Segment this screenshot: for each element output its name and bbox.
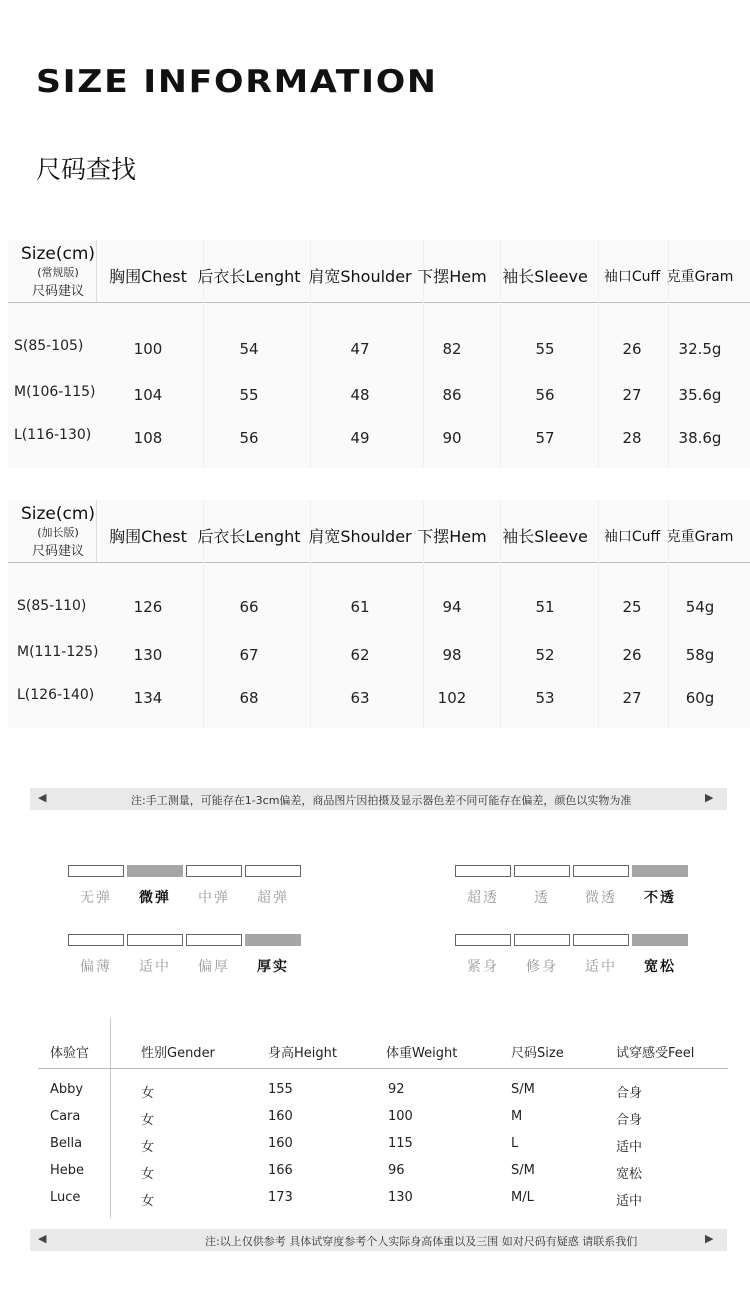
tester-cell: L — [511, 1136, 519, 1151]
size-value: 134 — [133, 689, 163, 707]
size-value: 48 — [350, 386, 370, 404]
scale-label: 透 — [534, 890, 550, 906]
scale-box-1 — [68, 865, 124, 877]
scale-thickness — [68, 934, 308, 984]
size-value: 108 — [133, 429, 163, 447]
size-header-line1: Size(cm) — [20, 504, 96, 524]
size-value: 56 — [535, 386, 555, 404]
size-value: 58g — [685, 646, 715, 664]
column-header: 克重Gram — [666, 529, 734, 545]
size-table-regular — [8, 240, 750, 468]
size-header-label — [18, 504, 98, 559]
tester-cell: Hebe — [50, 1163, 85, 1178]
scale-box-3 — [186, 934, 242, 946]
size-row-label: M(106-115) — [14, 384, 96, 400]
tester-cell: 155 — [268, 1082, 293, 1097]
size-header-line1: Size(cm) — [20, 244, 96, 264]
scale-label: 偏厚 — [198, 959, 230, 975]
scale-box-4 — [632, 934, 688, 946]
size-value: 25 — [622, 598, 642, 616]
tester-cell: 160 — [268, 1109, 293, 1124]
tester-cell: 合身 — [616, 1113, 643, 1128]
size-value: 102 — [437, 689, 467, 707]
tester-header-underline — [38, 1068, 728, 1069]
size-value: 51 — [535, 598, 555, 616]
tester-cell: 173 — [268, 1190, 293, 1205]
tester-column-header: 性别Gender — [141, 1046, 215, 1061]
tester-cell: M/L — [511, 1190, 534, 1205]
size-header-line3: 尺码建议 — [31, 544, 84, 559]
size-value: 82 — [442, 340, 462, 358]
tester-cell: S/M — [511, 1163, 535, 1178]
tester-cell: 女 — [141, 1086, 155, 1101]
size-value: 61 — [350, 598, 370, 616]
column-header: 肩宽Shoulder — [308, 527, 412, 546]
tester-cell: 96 — [388, 1163, 405, 1178]
scale-label: 适中 — [585, 959, 617, 975]
right-arrow-icon[interactable]: ▶ — [705, 1232, 714, 1245]
note-text: 注:以上仅供参考 具体试穿度参考个人实际身高体重以及三围 如对尺码有疑惑 请联系我们 — [205, 1235, 638, 1248]
size-value: 49 — [350, 429, 370, 447]
size-value: 54g — [685, 598, 715, 616]
scale-label: 宽松 — [644, 959, 676, 975]
column-header: 下摆Hem — [417, 527, 487, 546]
scale-box-2 — [514, 934, 570, 946]
note-bar-reference — [30, 1229, 727, 1251]
page-title: SIZE INFORMATION — [36, 64, 438, 100]
page-subtitle: 尺码查找 — [36, 155, 137, 184]
column-header: 下摆Hem — [417, 267, 487, 286]
size-value: 66 — [239, 598, 259, 616]
size-value: 68 — [239, 689, 259, 707]
scale-box-4 — [632, 865, 688, 877]
size-value: 90 — [442, 429, 462, 447]
scale-box-2 — [127, 934, 183, 946]
scale-label: 偏薄 — [80, 959, 112, 975]
size-table-long — [8, 500, 750, 728]
tester-cell: 女 — [141, 1140, 155, 1155]
left-arrow-icon[interactable]: ◀ — [38, 1232, 47, 1245]
column-header: 胸围Chest — [109, 267, 187, 286]
scale-label: 紧身 — [467, 959, 499, 975]
size-value: 55 — [239, 386, 259, 404]
tester-column-header: 体验官 — [50, 1046, 90, 1061]
size-value: 56 — [239, 429, 259, 447]
tester-cell: 女 — [141, 1167, 155, 1182]
left-arrow-icon[interactable]: ◀ — [38, 791, 47, 804]
tester-column-header: 身高Height — [268, 1046, 337, 1061]
scale-fit — [455, 934, 695, 984]
scale-label: 微透 — [585, 890, 617, 906]
size-value: 26 — [622, 646, 642, 664]
tester-cell: 女 — [141, 1113, 155, 1128]
column-header: 袖长Sleeve — [502, 267, 588, 286]
scale-box-2 — [127, 865, 183, 877]
tester-cell: 115 — [388, 1136, 413, 1151]
size-value: 67 — [239, 646, 259, 664]
tester-column-header: 体重Weight — [386, 1046, 458, 1061]
tester-cell: 130 — [388, 1190, 413, 1205]
size-row-label: L(126-140) — [17, 687, 95, 703]
header-underline — [8, 302, 750, 303]
size-row-label: S(85-105) — [14, 338, 84, 354]
size-value: 63 — [350, 689, 370, 707]
scale-box-1 — [455, 934, 511, 946]
size-header-line2: (常规版) — [37, 266, 79, 279]
tester-cell: 92 — [388, 1082, 405, 1097]
size-value: 32.5g — [678, 340, 722, 358]
scale-label: 超弹 — [257, 890, 289, 906]
size-value: 55 — [535, 340, 555, 358]
tester-cell: 宽松 — [616, 1167, 643, 1182]
scale-label: 不透 — [644, 890, 676, 906]
scale-box-3 — [573, 865, 629, 877]
tester-cell: M — [511, 1109, 523, 1124]
size-header-line2: (加长版) — [37, 526, 79, 539]
scale-box-2 — [514, 865, 570, 877]
header-underline — [8, 562, 750, 563]
tester-header-divider — [110, 1018, 111, 1218]
tester-cell: 160 — [268, 1136, 293, 1151]
tester-table — [38, 1018, 728, 1218]
tester-cell: Abby — [50, 1082, 84, 1097]
size-value: 52 — [535, 646, 555, 664]
size-row-label: L(116-130) — [14, 427, 92, 443]
scale-box-4 — [245, 934, 301, 946]
scale-label: 中弹 — [198, 890, 230, 906]
scale-box-3 — [186, 865, 242, 877]
size-value: 26 — [622, 340, 642, 358]
size-header-line3: 尺码建议 — [31, 284, 84, 299]
size-value: 126 — [133, 598, 163, 616]
column-header: 袖口Cuff — [603, 529, 661, 545]
tester-cell: Luce — [50, 1190, 81, 1205]
size-row-label: M(111-125) — [17, 644, 99, 660]
size-value: 86 — [442, 386, 462, 404]
size-value: 98 — [442, 646, 462, 664]
size-value: 94 — [442, 598, 462, 616]
size-value: 47 — [350, 340, 370, 358]
scale-label: 超透 — [467, 890, 499, 906]
scale-box-3 — [573, 934, 629, 946]
column-header: 袖口Cuff — [603, 269, 661, 285]
tester-cell: 合身 — [616, 1086, 643, 1101]
size-value: 60g — [685, 689, 715, 707]
scale-transparency — [455, 865, 695, 915]
size-value: 35.6g — [678, 386, 722, 404]
scale-label: 厚实 — [257, 959, 289, 975]
size-value: 62 — [350, 646, 370, 664]
size-value: 54 — [239, 340, 259, 358]
size-header-label — [18, 244, 98, 299]
scale-elasticity — [68, 865, 308, 915]
column-header: 克重Gram — [666, 269, 734, 285]
tester-cell: S/M — [511, 1082, 535, 1097]
tester-cell: Bella — [50, 1136, 83, 1151]
scale-box-1 — [455, 865, 511, 877]
tester-column-header: 试穿感受Feel — [616, 1046, 695, 1061]
column-header: 胸围Chest — [109, 527, 187, 546]
scale-box-1 — [68, 934, 124, 946]
tester-cell: 适中 — [616, 1194, 643, 1209]
tester-column-header: 尺码Size — [511, 1046, 564, 1061]
scale-label: 微弹 — [139, 890, 171, 906]
size-value: 27 — [622, 689, 642, 707]
size-value: 104 — [133, 386, 163, 404]
size-value: 130 — [133, 646, 163, 664]
tester-cell: 100 — [388, 1109, 413, 1124]
column-header: 肩宽Shoulder — [308, 267, 412, 286]
column-header: 后衣长Lenght — [197, 527, 301, 546]
note-bar-measurement — [30, 788, 727, 810]
note-text: 注:手工测量，可能存在1-3cm偏差，商品图片因拍摄及显示器色差不同可能存在偏差，颜色以实物为准 — [131, 794, 632, 807]
tester-cell: 适中 — [616, 1140, 643, 1155]
size-value: 28 — [622, 429, 642, 447]
scale-label: 无弹 — [80, 890, 112, 906]
tester-cell: 女 — [141, 1194, 155, 1209]
right-arrow-icon[interactable]: ▶ — [705, 791, 714, 804]
column-header: 袖长Sleeve — [502, 527, 588, 546]
tester-cell: 166 — [268, 1163, 293, 1178]
tester-cell: Cara — [50, 1109, 81, 1124]
size-value: 100 — [133, 340, 163, 358]
size-value: 53 — [535, 689, 555, 707]
scale-box-4 — [245, 865, 301, 877]
scale-label: 修身 — [526, 959, 558, 975]
size-value: 27 — [622, 386, 642, 404]
scale-label: 适中 — [139, 959, 171, 975]
size-value: 57 — [535, 429, 555, 447]
size-row-label: S(85-110) — [17, 598, 87, 614]
size-value: 38.6g — [678, 429, 722, 447]
column-header: 后衣长Lenght — [197, 267, 301, 286]
